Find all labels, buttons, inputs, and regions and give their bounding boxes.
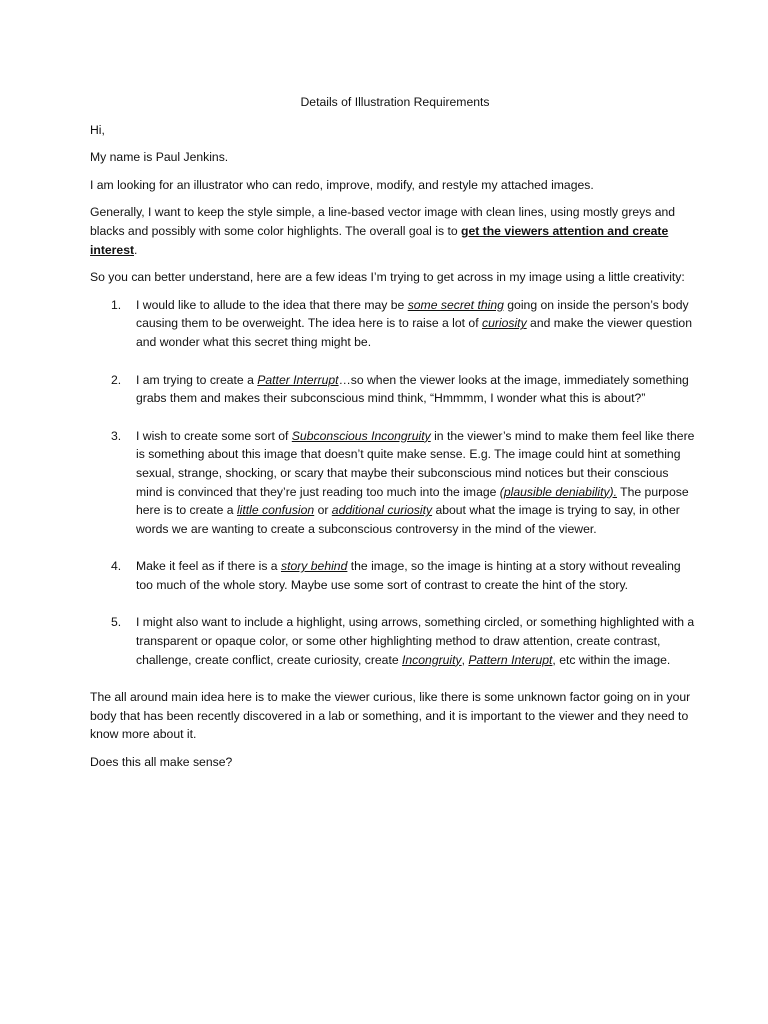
conclusion-paragraph: The all around main idea here is to make the viewer curious, like there is some unknown factor going on in your body that has been recently discovered in a lab or something, and it is important to the viewer and they need to know more about it.: [90, 690, 691, 742]
list-text: Make it feel as if there is a story behind the image, so the image is hinting at a story without revealing too much of the whole story. Maybe use some sort of contrast to create the hint of the story.: [136, 559, 681, 592]
ideas-intro: So you can better understand, here are a few ideas I’m trying to get across in my image using a little creativity:: [90, 270, 685, 285]
list-number: 4.: [111, 559, 122, 574]
emphasis-phrase: Patter Interrupt: [257, 372, 339, 387]
emphasis-phrase: some secret thing: [407, 297, 504, 312]
list-item: [90, 296, 696, 352]
emphasis-phrase: story behind: [280, 559, 348, 574]
list-text: I would like to allude to the idea that there may be some secret thing going on inside the person’s body causing them to be overweight. The idea here is to raise a lot of curiosity and make the viewer question and wonder what this secret thing might be.: [136, 297, 692, 349]
list-number: 3.: [111, 428, 122, 443]
list-text: I am trying to create a Patter Interrupt…so when the viewer looks at the image, immediately something grabs them and makes their subconscious mind think, “Hmmmm, I wonder what this is about?”: [136, 372, 689, 406]
emphasis-phrase: Incongruity: [402, 652, 462, 667]
list-text: I wish to create some sort of Subconscious Incongruity in the viewer’s mind to make them feel like there is something about this image that doesn’t quite make sense. E.g. The image could hint at something sexual, strange, shocking, or scary that maybe their subconscious mind notices but their conscious mind is convinced that they’re just reading too much into the image (plausible deniability). The purpose here is to create a little confusion or additional curiosity about what the image is trying to say, in other words we are wanting to create a subconscious controversy in the mind of the viewer.: [136, 428, 695, 536]
list-item: [90, 557, 696, 594]
emphasis-phrase: (plausible deniability).: [499, 484, 617, 499]
list-text: I might also want to include a highlight, using arrows, something circled, or something highlighted with a transparent or opaque color, or some other highlighting method to draw attention, create contrast, challenge, create conflict, create curiosity, create Incongruity, Pattern Interupt, etc within the image.: [136, 615, 695, 667]
style-emphasis: get the viewers attention and create interest: [90, 223, 669, 257]
style-paragraph: [90, 203, 696, 259]
emphasis-phrase: Pattern Interupt: [468, 652, 553, 667]
intro-name: My name is Paul Jenkins.: [90, 150, 229, 165]
list-item: [90, 613, 696, 669]
emphasis-phrase: little confusion: [236, 503, 315, 518]
list-number: 5.: [111, 615, 122, 630]
list-number: 1.: [111, 297, 122, 312]
style-text-end: .: [134, 242, 138, 257]
list-item: [90, 371, 696, 408]
intro-request: I am looking for an illustrator who can redo, improve, modify, and restyle my attached images.: [90, 177, 594, 192]
document-title: Details of Illustration Requirements: [300, 95, 490, 109]
emphasis-phrase: Subconscious Incongruity: [291, 428, 431, 443]
list-item: [90, 427, 696, 539]
closing-question: Does this all make sense?: [90, 755, 233, 770]
style-text: Generally, I want to keep the style simple, a line-based vector image with clean lines, using mostly greys and blacks and possibly with some color highlights. The overall goal is to: [90, 205, 676, 238]
emphasis-phrase: curiosity: [481, 316, 527, 331]
emphasis-phrase: additional curiosity: [331, 503, 433, 518]
greeting: Hi,: [90, 122, 105, 137]
list-number: 2.: [111, 372, 122, 387]
ideas-list: [90, 296, 696, 670]
